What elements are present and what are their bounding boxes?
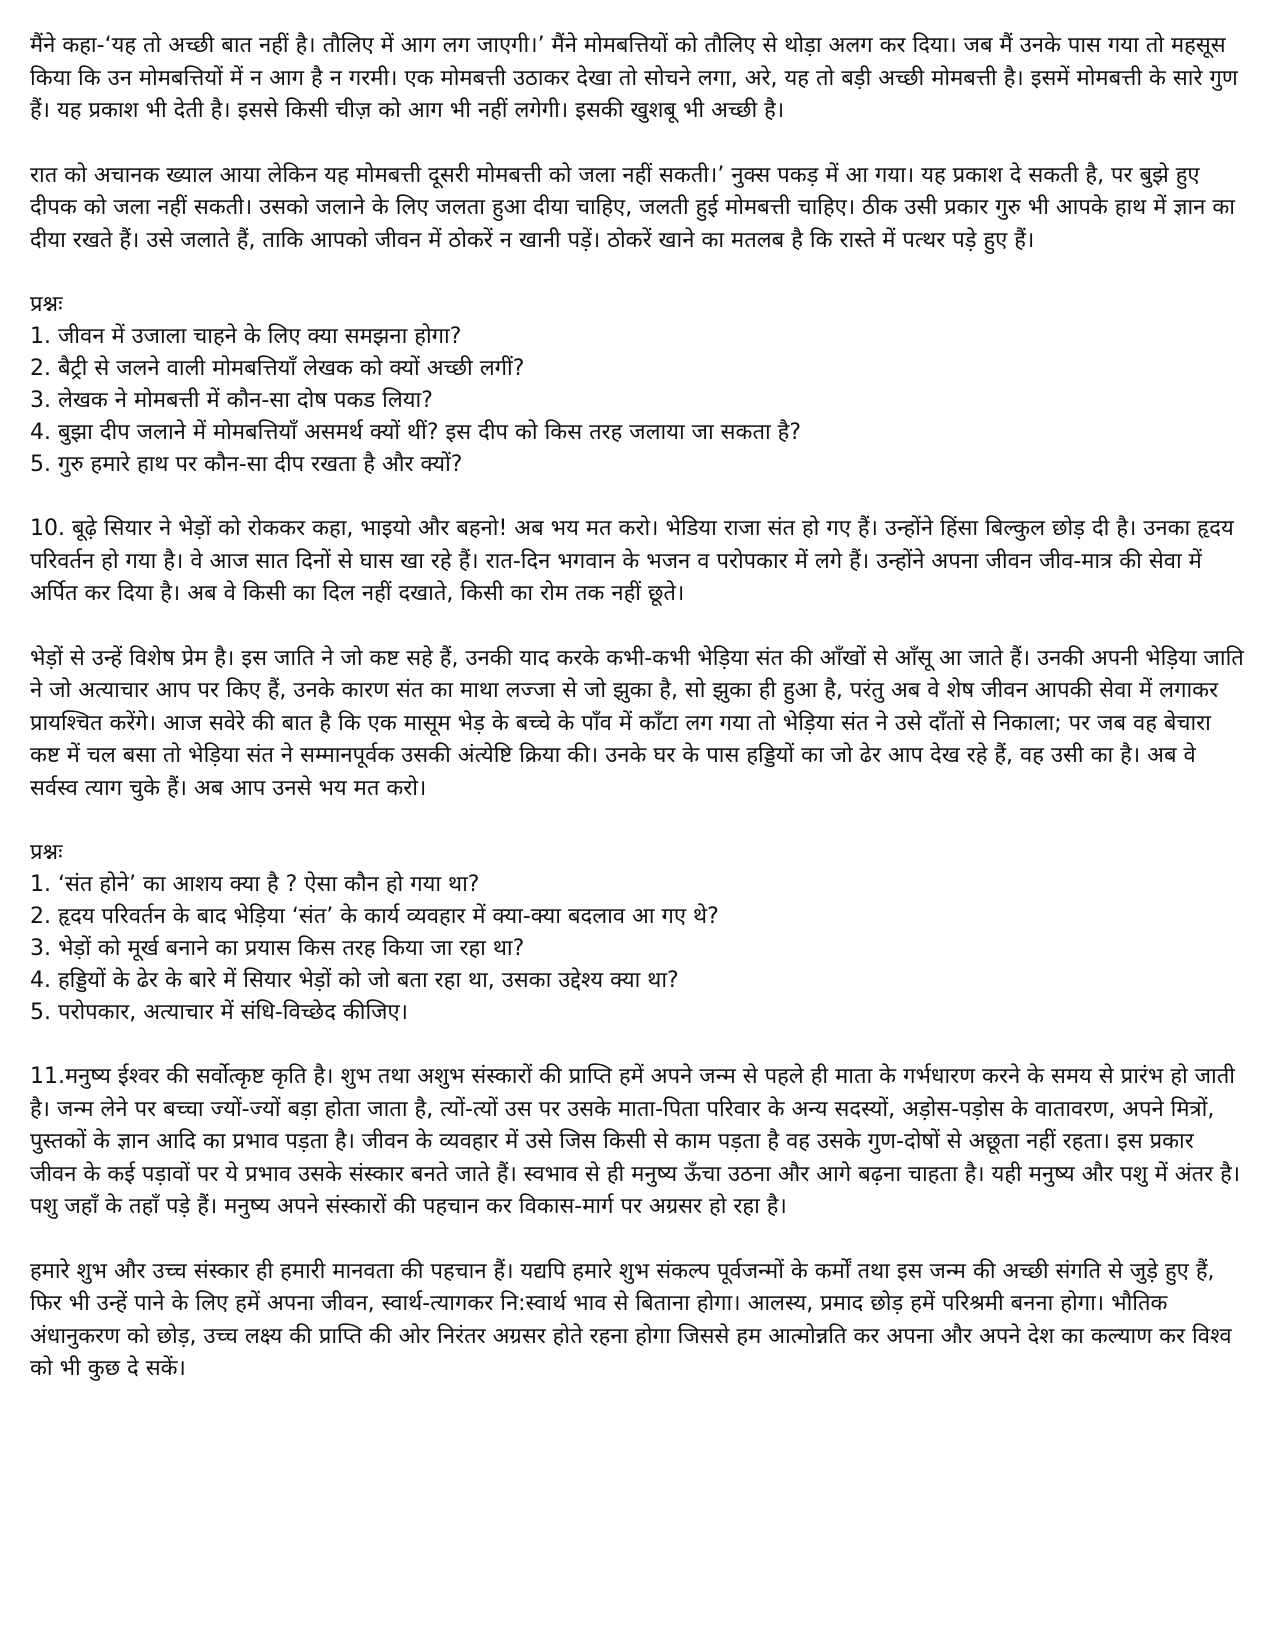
passage-9-paragraph-2: रात को अचानक ख्याल आया लेकिन यह मोमबत्ती दूसरी मोमबत्ती को जला नहीं सकती।’ नुक्स पकड़ में आ गया। यह प्रकाश दे सकती है, पर बुझे हुए दीपक को जला नहीं सकती। उसको जलाने के लिए जलता हुआ दीया चाहिए, जलती हुई मोमबत्ती चाहिए। ठीक उसी प्रकार गुरु भी आपके हाथ में ज्ञान का दीया रखते हैं। उसे जलाते हैं, ताकि आपको जीवन में ठोकरें न खानी पड़ें। ठोकरें खाने का मतलब है कि रास्ते में पत्थर पड़े हुए हैं। [30,162,1235,253]
passage-11-paragraph-2: हमारे शुभ और उच्च संस्कार ही हमारी मानवता की पहचान हैं। यद्यपि हमारे शुभ संकल्प पूर्वजन्मों के कर्मों तथा इस जन्म की अच्छी संगति से जुड़े हुए हैं, फिर भी उन्हें पाने के लिए हमें अपना जीवन, स्वार्थ-त्यागकर नि:स्वार्थ भाव से बिताना होगा। आलस्य, प्रमाद छोड़ हमें परिश्रमी बनना होगा। भौतिक अंधानुकरण को छोड़, उच्च लक्ष्य की प्राप्ति की ओर निरंतर अग्रसर होते रहना होगा जिससे हम आत्मोन्नति कर अपना और अपने देश का कल्याण कर विश्व को भी कुछ दे सकें। [30,1258,1232,1381]
passage-10-questions-heading: प्रश्नः [30,840,63,865]
spacer [30,1029,1247,1061]
passage-9-question-list [30,321,1247,481]
passage-10-question-3: 3. भेड़ों को मूर्ख बनाने का प्रयास किस तरह किया जा रहा था? [30,936,525,961]
passage-10-question-list [30,869,1247,1029]
passage-9-questions-heading: प्रश्नः [30,292,63,317]
passage-10-paragraph-1: 10. बूढ़े सियार ने भेड़ों को रोककर कहा, भाइयो और बहनो! अब भय मत करो। भेडिया राजा संत हो गए हैं। उन्होंने हिंसा बिल्कुल छोड़ दी है। उनका हृदय परिवर्तन हो गया है। वे आज सात दिनों से घास खा रहे हैं। रात-दिन भगवान के भजन व परोपकार में लगे हैं। उन्होंने अपना जीवन जीव-मात्र की सेवा में अर्पित कर दिया है। अब वे किसी का दिल नहीं दखाते, किसी का रोम तक नहीं छूते। [30,516,1234,606]
passage-9-paragraph-1: मैंने कहा-‘यह तो अच्छी बात नहीं है। तौलिए में आग लग जाएगी।’ मैंने मोमबत्तियों को तौलिए से थोड़ा अलग कर दिया। जब मैं उनके पास गया तो महसूस किया कि उन मोमबत्तियों में न आग है न गरमी। एक मोमबत्ती उठाकर देखा तो सोचने लगा, अरे, यह तो बड़ी अच्छी मोमबत्ती है। इसमें मोमबत्ती के सारे गुण हैं। यह प्रकाश भी देती है। इससे किसी चीज़ को आग भी नहीं लगेगी। इसकी खुशबू भी अच्छी है। [30,33,1238,123]
spacer [30,611,1247,643]
passage-10-question-5: 5. परोपकार, अत्याचार में संधि-विच्छेद कीजिए। [30,1000,408,1025]
passage-10-question-1: 1. ‘संत होने’ का आशय क्या है ? ऐसा कौन हो गया था? [30,872,480,897]
spacer [30,1224,1247,1256]
passage-10-paragraph-2: भेड़ों से उन्हें विशेष प्रेम है। इस जाति ने जो कष्ट सहे हैं, उनकी याद करके कभी-कभी भेड़िया संत की आँखों से आँसू आ जाते हैं। उनकी अपनी भेड़िया जाति ने जो अत्याचार आप पर किए हैं, उनके कारण संत का माथा लज्जा से जो झुका है, सो झुका ही हुआ है, परंतु अब वे शेष जीवन आपकी सेवा में लगाकर प्रायश्चित करेंगे। आज सवेरे की बात है कि एक मासूम भेड़ के बच्चे के पाँव में काँटा लग गया तो भेड़िया संत ने उसे दाँतों से निकाला; पर जब वह बेचारा कष्ट में चल बसा तो भेड़िया संत ने सम्मानपूर्वक उसकी अंत्येष्टि क्रिया की। उनके घर के पास हड्डियों का जो ढेर आप देख रहे हैं, वह उसी का है। अब वे सर्वस्व त्याग चुके हैं। अब आप उनसे भय मत करो। [30,645,1244,801]
spacer [30,257,1247,289]
passage-9-question-4: 4. बुझा दीप जलाने में मोमबत्तियाँ असमर्थ क्यों थीं? इस दीप को किस तरह जलाया जा सकता है? [30,420,802,445]
spacer [30,805,1247,837]
spacer [30,481,1247,513]
spacer [30,128,1247,160]
passage-9-question-5: 5. गुरु हमारे हाथ पर कौन-सा दीप रखता है और क्यों? [30,452,463,477]
passage-10-question-4: 4. हड्डियों के ढेर के बारे में सियार भेड़ों को जो बता रहा था, उसका उद्देश्य क्या था? [30,968,679,993]
passage-11-paragraph-1: 11.मनुष्य ईश्वर की सर्वोत्कृष्ट कृति है। शुभ तथा अशुभ संस्कारों की प्राप्ति हमें अपने जन्म से पहले ही माता के गर्भधारण करने के समय से प्रारंभ हो जाती है। जन्म लेने पर बच्चा ज्यों-ज्यों बड़ा होता जाता है, त्यों-त्यों उस पर उसके माता-पिता परिवार के अन्य सदस्यों, अड़ोस-पड़ोस के वातावरण, अपने मित्रों, पुस्तकों के ज्ञान आदि का प्रभाव पड़ता है। जीवन के व्यवहार में उसे जिस किसी से काम पड़ता है वह उसके गुण-दोषों से अछूता नहीं रहता। इस प्रकार जीवन के कई पड़ावों पर ये प्रभाव उसके संस्कार बनते जाते हैं। स्वभाव से ही मनुष्य ऊँचा उठना और आगे बढ़ना चाहता है। यही मनुष्य और पशु में अंतर है। पशु जहाँ के तहाँ पड़े हैं। मनुष्य अपने संस्कारों की पहचान कर विकास-मार्ग पर अग्रसर हो रहा है। [30,1064,1241,1219]
passage-9-question-3: 3. लेखक ने मोमबत्ती में कौन-सा दोष पकड लिया? [30,388,433,413]
passage-10-question-2: 2. हृदय परिवर्तन के बाद भेड़िया ‘संत’ के कार्य व्यवहार में क्या-क्या बदलाव आ गए थे? [30,904,719,929]
passage-9-question-1: 1. जीवन में उजाला चाहने के लिए क्या समझना होगा? [30,324,462,349]
passage-9-question-2: 2. बैट्री से जलने वाली मोमबत्तियाँ लेखक को क्यों अच्छी लगीं? [30,356,525,381]
